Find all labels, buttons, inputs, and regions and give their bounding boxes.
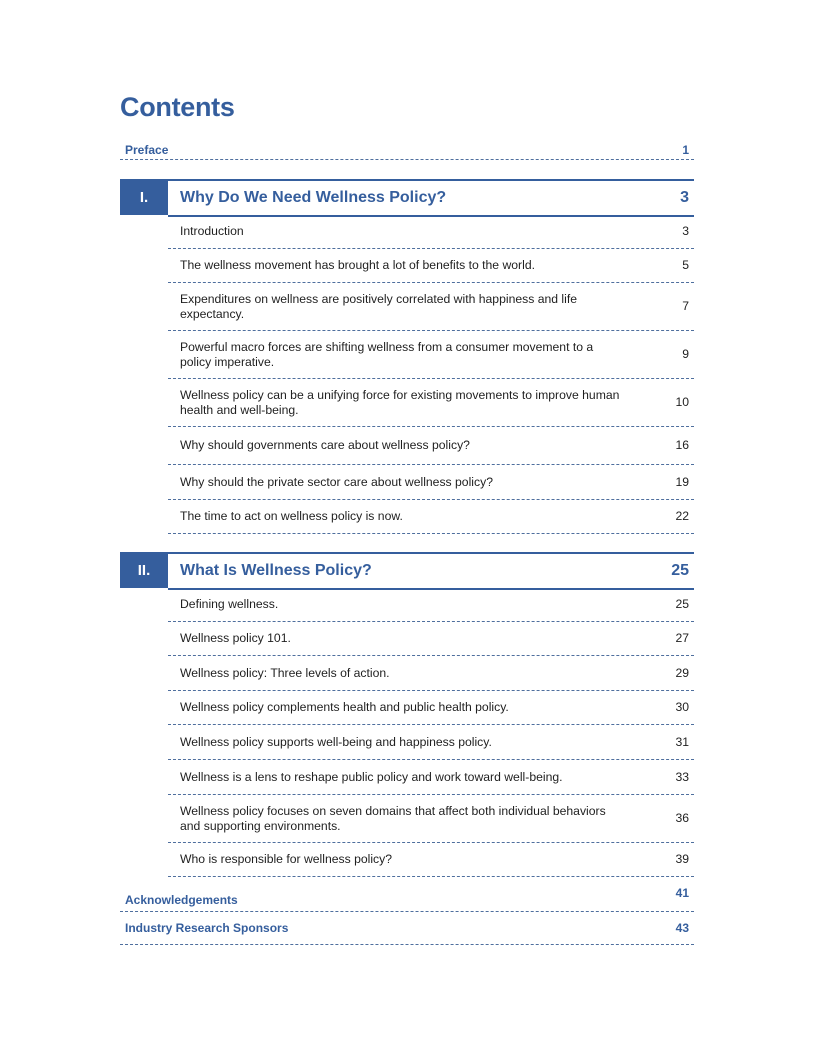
entry-page: 7 [682,299,689,313]
entry-page: 16 [675,438,689,452]
entry-text: Wellness policy can be a unifying force for existing movements to improve human health and well-being. [180,387,620,417]
toc-entry[interactable] [168,843,694,877]
toc-entry[interactable] [168,331,694,379]
section-1-header[interactable] [120,179,694,215]
entry-text: Defining wellness. [180,597,279,611]
section-2-header[interactable] [120,552,694,588]
entry-page: 5 [682,258,689,272]
toc-entry[interactable] [168,588,694,622]
toc-entry[interactable] [168,379,694,427]
section-title: Why Do We Need Wellness Policy? [180,189,447,206]
section-title: What Is Wellness Policy? [180,562,372,579]
sponsors-label: Industry Research Sponsors [125,921,289,935]
toc-entry[interactable] [168,249,694,283]
entry-text: Who is responsible for wellness policy? [180,852,393,866]
entry-text: Wellness is a lens to reshape public policy and work toward well-being. [180,769,563,784]
entry-text: Wellness policy complements health and public health policy. [180,700,509,714]
toc-entry[interactable] [168,725,694,760]
entry-text: The wellness movement has brought a lot of benefits to the world. [180,258,535,272]
preface-page: 1 [682,142,689,157]
entry-page: 19 [675,474,689,489]
sponsors-page: 43 [675,921,689,935]
page-title: Contents [120,92,235,122]
toc-entry[interactable] [168,656,694,691]
toc-entry[interactable] [168,427,694,465]
acknowledgements-page: 41 [675,885,689,900]
entry-page: 36 [675,811,689,825]
section-1 [120,179,694,534]
section-title-bar [168,179,694,217]
entry-page: 29 [675,665,689,680]
entry-text: The time to act on wellness policy is now. [180,509,403,523]
acknowledgements-label: Acknowledgements [125,892,238,907]
section-number-badge: II. [120,552,168,588]
entry-text: Wellness policy supports well-being and happiness policy. [180,734,492,749]
section-page: 25 [671,562,689,579]
section-number-badge: I. [120,179,168,215]
entry-page: 31 [675,734,689,749]
toc-entry[interactable] [168,283,694,331]
entry-text: Wellness policy: Three levels of action. [180,665,390,680]
toc-entry[interactable] [168,622,694,656]
entry-page: 9 [682,347,689,361]
entry-page: 22 [675,509,689,523]
toc-entry[interactable] [168,760,694,795]
toc-preface[interactable] [120,140,694,160]
toc-entry[interactable] [168,691,694,725]
toc-sponsors[interactable] [120,912,694,945]
entry-text: Wellness policy 101. [180,631,291,645]
entry-text: Why should the private sector care about wellness policy? [180,474,493,489]
entry-text: Why should governments care about wellness policy? [180,438,470,452]
entry-page: 25 [675,597,689,611]
entry-page: 39 [675,852,689,866]
toc-acknowledgements[interactable] [120,878,694,912]
entry-page: 27 [675,631,689,645]
toc-entry[interactable] [168,795,694,843]
entry-text: Introduction [180,224,244,238]
entry-page: 33 [675,769,689,784]
entry-page: 10 [675,395,689,409]
toc-entry[interactable] [168,500,694,534]
entry-text: Powerful macro forces are shifting wellness from a consumer movement to a policy imperative. [180,339,594,369]
section-title-bar [168,552,694,590]
section-2 [120,552,694,877]
toc-entry[interactable] [168,215,694,249]
entry-page: 30 [675,700,689,714]
preface-label: Preface [125,142,169,157]
entry-page: 3 [682,224,689,238]
entry-text: Wellness policy focuses on seven domains that affect both individual behaviors and supporting environments. [180,803,606,833]
toc-entry[interactable] [168,465,694,500]
entry-text: Expenditures on wellness are positively correlated with happiness and life expectancy. [180,291,577,321]
section-page: 3 [680,189,689,206]
